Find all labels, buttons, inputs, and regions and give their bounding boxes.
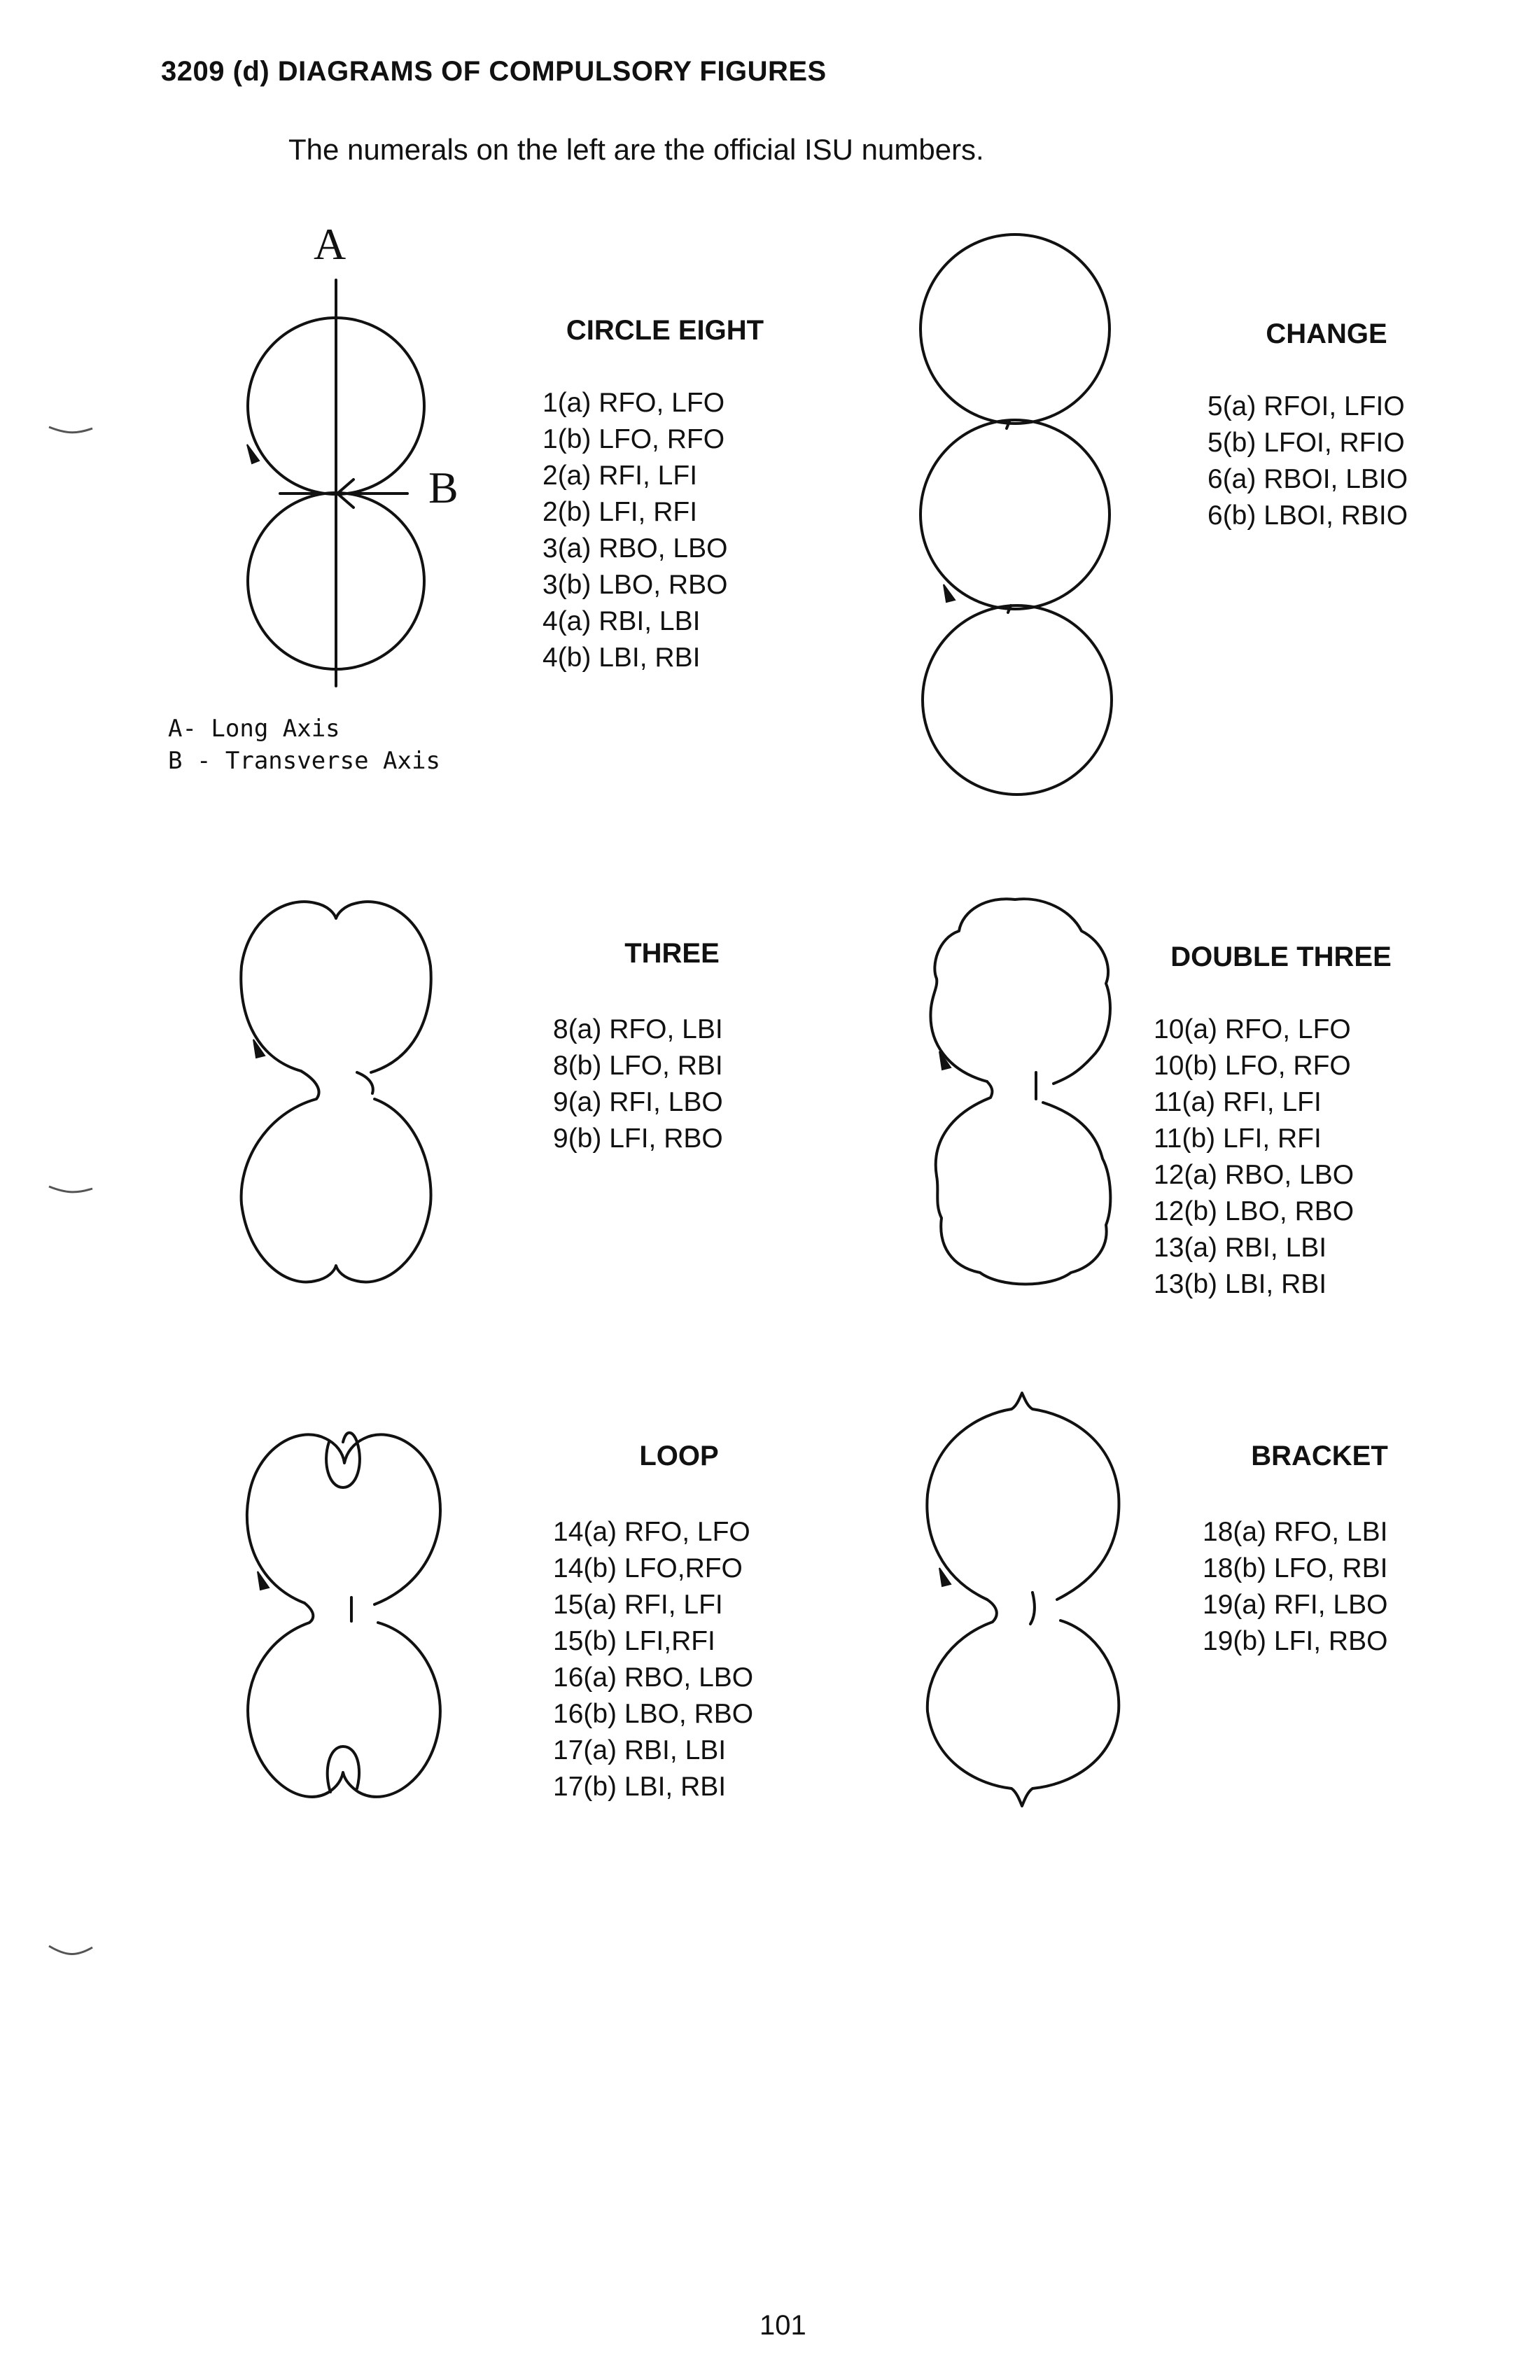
legend-transverse-axis: B - Transverse Axis [168,747,440,775]
bracket-diagram [910,1390,1134,1809]
list-item: 18(b) LFO, RBI [1203,1553,1388,1583]
axis-legend [168,713,440,777]
list-item: 10(b) LFO, RFO [1154,1051,1351,1081]
list-item: 10(a) RFO, LFO [1154,1014,1351,1044]
list-item: 1(a) RFO, LFO [542,388,725,418]
list-item: 2(b) LFI, RFI [542,497,698,527]
list-item: 18(a) RFO, LBI [1203,1517,1388,1547]
title-change: CHANGE [1266,318,1387,349]
change-diagram [903,231,1127,833]
axis-label-b: B [428,463,458,512]
page-heading: 3209 (d) DIAGRAMS OF COMPULSORY FIGURES [161,56,827,87]
list-item: 8(a) RFO, LBI [553,1014,723,1044]
list-item: 17(b) LBI, RBI [553,1772,727,1802]
list-item: 14(b) LFO,RFO [553,1553,743,1583]
circle-eight-diagram [210,266,448,700]
list-item: 3(a) RBO, LBO [542,533,728,564]
list-item: 8(b) LFO, RBI [553,1051,723,1081]
list-item: 1(b) LFO, RFO [542,424,725,454]
list-change [1208,388,1408,534]
intro-text: The numerals on the left are the official ISU numbers. [288,133,984,166]
page-number: 101 [760,2310,806,2341]
list-item: 13(b) LBI, RBI [1154,1269,1327,1299]
list-item: 5(a) RFOI, LFIO [1208,391,1405,421]
list-item: 19(b) LFI, RBO [1203,1626,1388,1656]
list-item: 6(b) LBOI, RBIO [1208,500,1408,531]
list-item: 14(a) RFO, LFO [553,1517,750,1547]
title-double-three: DOUBLE THREE [1170,941,1392,972]
list-item: 3(b) LBO, RBO [542,570,728,600]
list-item: 11(a) RFI, LFI [1154,1087,1322,1117]
list-item: 2(a) RFI, LFI [542,461,698,491]
list-item: 9(a) RFI, LBO [553,1087,723,1117]
list-item: 17(a) RBI, LBI [553,1735,727,1765]
list-item: 6(a) RBOI, LBIO [1208,464,1408,494]
legend-long-axis: A- Long Axis [168,715,340,743]
list-item: 4(a) RBI, LBI [542,606,701,636]
double-three-diagram [910,889,1134,1309]
list-item: 19(a) RFI, LBO [1203,1590,1388,1620]
loop-diagram [231,1414,455,1834]
list-item: 16(a) RBO, LBO [553,1662,754,1693]
list-item: 11(b) LFI, RFI [1154,1124,1322,1154]
list-item: 12(a) RBO, LBO [1154,1160,1354,1190]
list-circle-eight [542,385,727,676]
title-bracket: BRACKET [1251,1441,1388,1471]
list-bracket [1203,1514,1387,1660]
list-loop [553,1514,753,1805]
list-item: 5(b) LFOI, RFIO [1208,428,1405,458]
list-item: 4(b) LBI, RBI [542,643,701,673]
list-three [553,1011,723,1157]
list-double-three [1154,1011,1354,1303]
list-item: 15(b) LFI,RFI [553,1626,715,1656]
list-item: 16(b) LBO, RBO [553,1699,754,1729]
list-item: 12(b) LBO, RBO [1154,1196,1354,1226]
title-three: THREE [624,938,720,969]
list-item: 13(a) RBI, LBI [1154,1233,1327,1263]
list-item: 15(a) RFI, LFI [553,1590,723,1620]
scan-marks [35,350,119,2030]
title-loop: LOOP [639,1441,719,1471]
three-diagram [224,889,448,1309]
axis-label-a: A [314,219,346,269]
list-item: 9(b) LFI, RBO [553,1124,723,1154]
title-circle-eight: CIRCLE EIGHT [566,315,764,346]
